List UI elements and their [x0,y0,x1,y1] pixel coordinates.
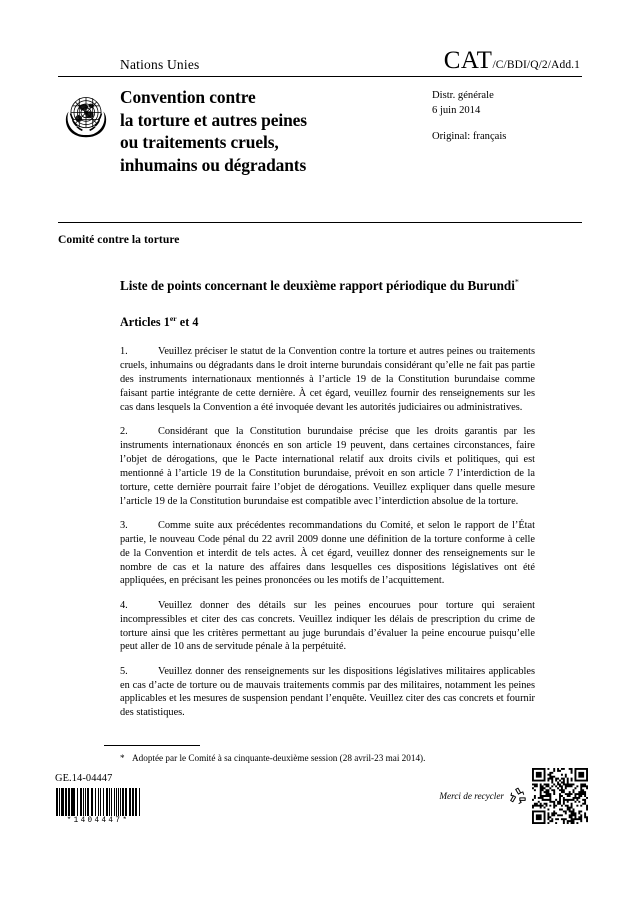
paragraph-list [120,345,535,720]
convention-title: Convention contre la torture et autres peines ou traitements cruels, inhumains ou dégradants [120,87,307,175]
committee-name: Comité contre la torture [58,233,180,246]
ge-code: GE.14-04447 [55,773,113,784]
masthead-top-row [58,48,582,75]
section-heading [120,314,535,330]
paragraph-item [120,345,535,415]
paragraph-text: Veuillez préciser le statut de la Convention contre la torture et autres peines ou traitements cruels, inhumains ou dégradants dans le droit interne burundais considérant qu’elle ne fait pas partie des instruments internationaux mentionnés à l’article 19 de la Constitution burundaise comme faisant partie intégrante de cette dernière. À cet égard, veuillez fournir des renseignements sur les cas dans lesquels la Convention a été invoquée devant les autorités judiciaires ou administratives. [120,346,535,413]
emblem-column [58,86,120,177]
paragraph-item [120,425,535,508]
barcode-bars [56,788,140,816]
section-heading-ordinal: er [169,314,177,324]
barcode [56,788,140,825]
document-symbol-suffix: /C/BDI/Q/2/Add.1 [492,59,580,71]
paragraph-number: 1. [120,346,128,358]
title-footnote-marker: * [514,277,519,287]
masthead [58,48,582,177]
distribution-block [432,86,582,177]
section-heading-prefix: Articles 1 [120,315,170,330]
footnote-text: Adoptée par le Comité à sa cinquante-deuxième session (28 avril-23 mai 2014). [132,753,426,763]
un-emblem-icon [58,88,114,144]
page-title-text: Liste de points concernant le deuxième rapport périodique du Burundi [120,277,515,293]
paragraph-number: 5. [120,665,128,677]
spacer [432,118,582,130]
recycle-notice [439,768,588,824]
organization-name: Nations Unies [120,57,200,73]
footnote-marker: * [120,753,125,763]
page-title [120,277,535,294]
paragraph-text: Veuillez donner des détails sur les peines encourues pour torture qui seraient incompressibles et citer des cas concrets. Veuillez indiquer les délais de prescription du crime de torture ainsi que les critères permettant au juge burundais d’évaluer la peine encourue puisqu’elle peut aller de 10 ans de servitude pénale à la perpétuité. [120,599,535,653]
paragraph-number: 4. [120,599,128,611]
masthead-divider [58,76,582,77]
paragraph-item [120,599,535,655]
section-heading-suffix: et 4 [176,315,199,330]
paragraph-number: 2. [120,426,128,438]
document-symbol-prefix: CAT [443,47,493,74]
main-content [120,268,535,730]
paragraph-item [120,665,535,721]
footnote [120,753,520,765]
masthead-body-row [58,86,582,177]
title-column [120,86,432,177]
paragraph-text: Comme suite aux précédentes recommandations du Comité, et selon le rapport de l’État partie, le nouveau Code pénal du 22 avril 2009 donne une définition de la torture conforme à celle de la Convention et interdit de tels actes. À cet égard, veuillez donner des renseignements sur le nombre de cas et la nature des affaires dans lesquelles ces dispositions législatives ont été appliquées, en précisant les peines prononcées ou les motifs de l’acquittement. [120,519,535,587]
document-symbol [444,48,582,73]
qr-code [532,768,588,824]
distribution-label: Distr. générale [432,90,494,101]
original-language: Original: français [432,131,507,143]
paragraph-item [120,519,535,589]
section-divider [58,222,582,223]
recycle-icon [508,785,528,807]
barcode-text: *1404447* [66,816,130,826]
paragraph-number: 3. [120,519,128,531]
paragraph-text: Considérant que la Constitution burundaise précise que les droits garantis par les instruments internationaux énoncés en son article 19 peuvent, dans certaines circonstances, faire l’objet de dérogations, que le Pacte international relatif aux droits civils et politiques, qui est mentionné à l’article 19 de la Constitution burundaise, prévoit en son article 7 l’interdiction de la torture, cette dernière pourrait faire l’objet de dérogations. Veuillez expliquer dans quelle mesure l’article 19 de la Constitution burundaise est compatible avec l’interdiction absolue de la torture. [120,426,535,507]
paragraph-text: Veuillez donner des renseignements sur les dispositions législatives militaires applicables en cas d’acte de torture ou de mauvais traitements commis par des militaires, notamment les peines applicables et les mesures de suspension pendant l’enquête. Veuillez citer des cas concrets et fournir des statistiques. [120,665,535,719]
recycle-label: Merci de recycler [439,791,504,801]
document-date: 6 juin 2014 [432,104,481,116]
footnote-divider [104,745,200,746]
